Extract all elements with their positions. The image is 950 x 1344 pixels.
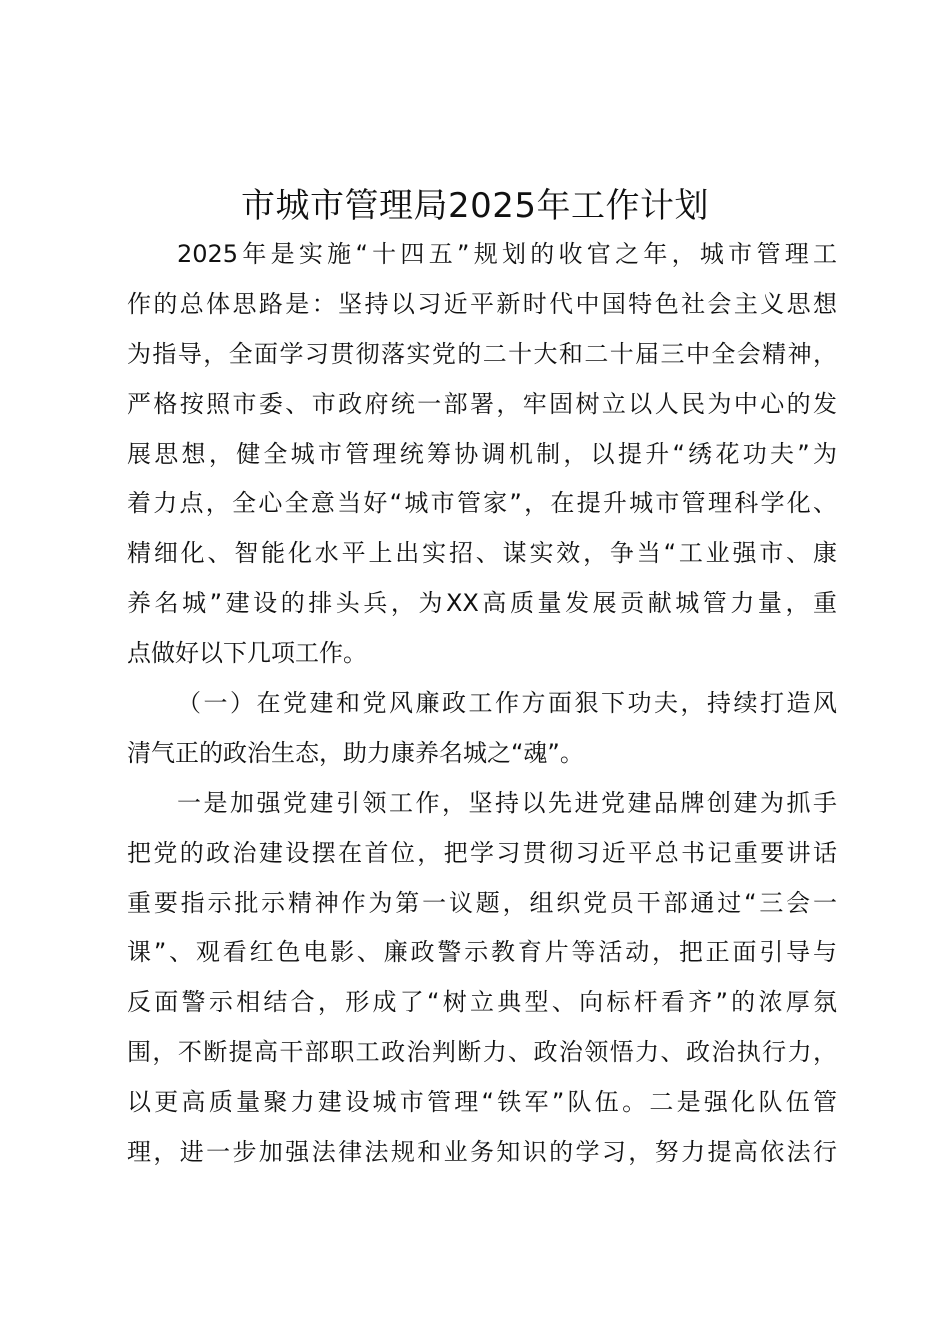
text-line: 着力点，全心全意当好“城市管家”，在提升城市管理科学化、: [127, 489, 837, 518]
text-line: 反面警示相结合，形成了“树立典型、向标杆看齐”的浓厚氛: [127, 988, 837, 1017]
text-line: 一是加强党建引领工作，坚持以先进党建品牌创建为抓手: [177, 788, 837, 817]
text-line: 清气正的政治生态，助力康养名城之“魂”。: [127, 738, 584, 767]
text-line: 围，不断提高干部职工政治判断力、政治领悟力、政治执行力，: [127, 1038, 837, 1067]
text-line: 点做好以下几项工作。: [127, 639, 367, 668]
document-body: [127, 230, 837, 1178]
text-line: 严格按照市委、市政府统一部署，牢固树立以人民为中心的发: [127, 389, 837, 418]
text-line: 理，进一步加强法律法规和业务知识的学习，努力提高依法行: [127, 1138, 837, 1167]
text-line: 作的总体思路是：坚持以习近平新时代中国特色社会主义思想: [127, 289, 837, 318]
text-line: 为指导，全面学习贯彻落实党的二十大和二十届三中全会精神，: [127, 339, 837, 368]
text-line: 把党的政治建设摆在首位，把学习贯彻习近平总书记重要讲话: [127, 838, 837, 867]
text-line: 2025年是实施“十四五”规划的收官之年，城市管理工: [177, 240, 837, 268]
text-line: 重要指示批示精神作为第一议题，组织党员干部通过“三会一: [127, 888, 837, 917]
document-title: 市城市管理局2025年工作计划: [240, 186, 710, 226]
text-line: 养名城”建设的排头兵，为XX高质量发展贡献城管力量，重: [127, 589, 837, 618]
text-line: （一）在党建和党风廉政工作方面狠下功夫，持续打造风: [177, 689, 837, 718]
text-line: 以更高质量聚力建设城市管理“铁军”队伍。二是强化队伍管: [127, 1088, 837, 1117]
text-line: 精细化、智能化水平上出实招、谋实效，争当“工业强市、康: [127, 539, 837, 568]
text-line: 课”、观看红色电影、廉政警示教育片等活动，把正面引导与: [127, 938, 837, 967]
text-line: 展思想，健全城市管理统筹协调机制，以提升“绣花功夫”为: [127, 439, 837, 468]
